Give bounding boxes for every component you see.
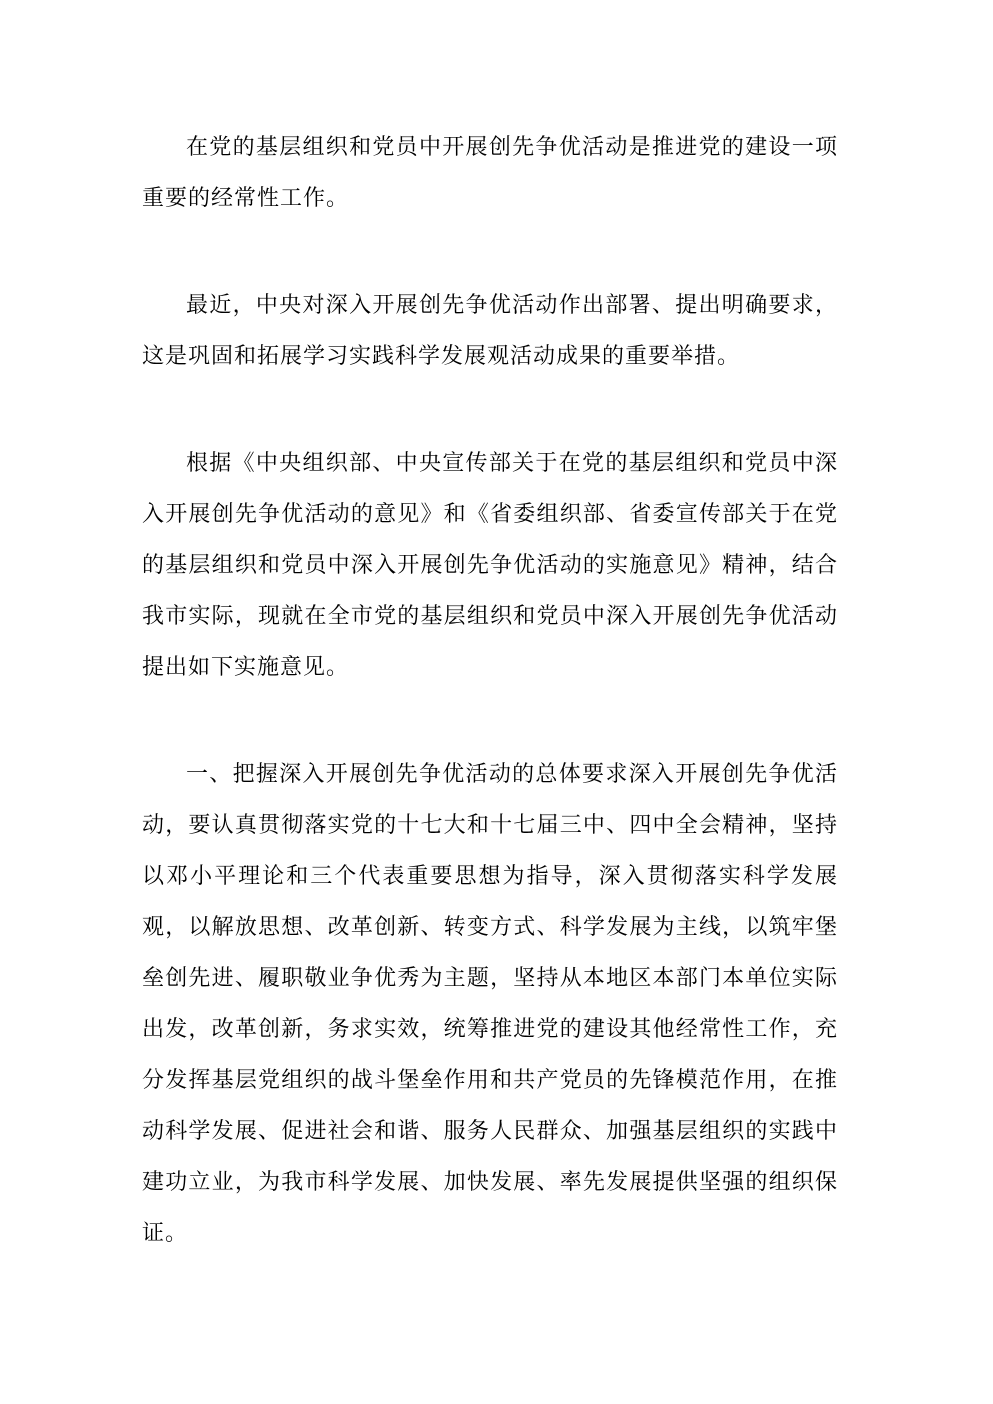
paragraph-intro: 在党的基层组织和党员中开展创先争优活动是推进党的建设一项重要的经常性工作。 — [142, 135, 838, 211]
paragraph-section-one-overall-requirements: 一、把握深入开展创先争优活动的总体要求深入开展创先争优活动，要认真贯彻落实党的十七大和十七届三中、四中全会精神，坚持以邓小平理论和三个代表重要思想为指导，深入贯彻落实科学发展观，以解放思想、改革创新、转变方式、科学发展为主线，以筑牢堡垒创先进、履职敬业争优秀为主题，坚持从本地区本部门本单位实际出发，改革创新，务求实效，统筹推进党的建设其他经常性工作，充分发挥基层党组织的战斗堡垒作用和共产党员的先锋模范作用，在推动科学发展、促进社会和谐、服务人民群众、加强基层组织的实践中建功立业，为我市科学发展、加快发展、率先发展提供坚强的组织保证。 — [142, 762, 838, 1246]
paragraph-basis-documents: 根据《中央组织部、中央宣传部关于在党的基层组织和党员中深入开展创先争优活动的意见》和《省委组织部、省委宣传部关于在党的基层组织和党员中深入开展创先争优活动的实施意见》精神，结合我市实际，现就在全市党的基层组织和党员中深入开展创先争优活动提出如下实施意见。 — [142, 451, 838, 680]
paragraph-central-deployment: 最近，中央对深入开展创先争优活动作出部署、提出明确要求，这是巩固和拓展学习实践科学发展观活动成果的重要举措。 — [142, 293, 838, 369]
